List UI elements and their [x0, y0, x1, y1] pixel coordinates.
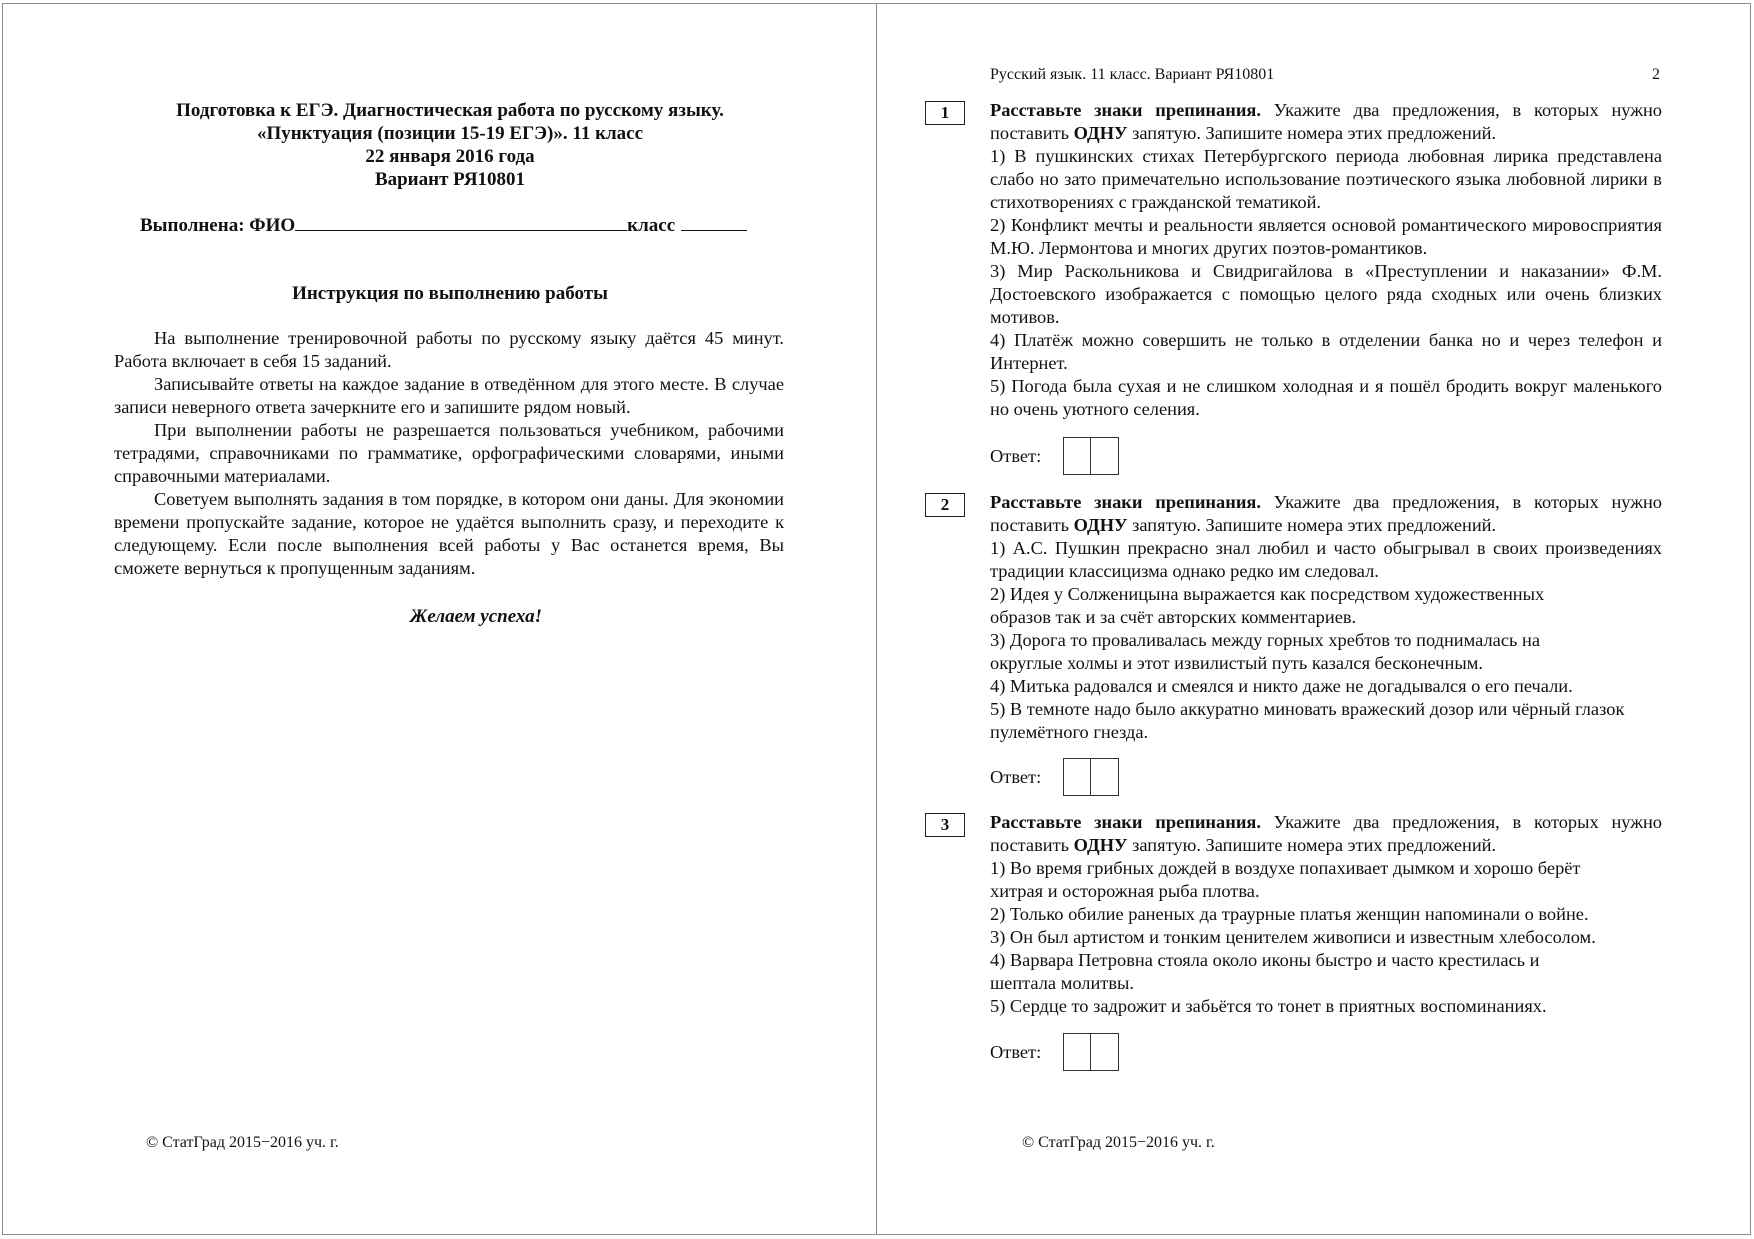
answer-label: Ответ:	[990, 766, 1042, 787]
class-blank-field[interactable]	[681, 212, 747, 231]
sentence: 1) А.С. Пушкин прекрасно знал любил и часто обыгрывал в своих произведениях традиции классицизма однако редко им следовал.	[990, 538, 1662, 581]
instruction-paragraph: При выполнении работы не разрешается пользоваться учебником, рабочими тетрадями, справочниками по грамматике, орфографическими словарями, иными справочными материалами.	[114, 420, 784, 486]
answer-label: Ответ:	[990, 445, 1042, 466]
prompt-emphasis: ОДНУ	[1073, 123, 1128, 143]
prompt-bold: Расставьте знаки препинания.	[990, 100, 1261, 120]
answer-label: Ответ:	[990, 1041, 1042, 1062]
answer-row	[990, 1033, 1119, 1071]
title-line: 22 января 2016 года	[365, 146, 535, 167]
instruction-paragraph: Записывайте ответы на каждое задание в отведённом для этого месте. В случае записи неверного ответа зачеркните его и запишите рядом новый.	[114, 374, 784, 417]
prompt-text: запятую. Запишите номера этих предложений.	[1132, 835, 1497, 855]
prompt-text: запятую. Запишите номера этих предложений.	[1132, 515, 1497, 535]
sentence: 3) Он был артистом и тонким ценителем живописи и известным хлебосолом.	[990, 927, 1596, 947]
task-2	[990, 491, 1662, 744]
sentence: 2) Только обилие раненых да траурные платья женщин напоминали о войне.	[990, 904, 1589, 924]
running-header	[990, 66, 1660, 84]
task-number-box: 2	[925, 493, 965, 517]
sentence: 4) Варвара Петровна стояла около иконы быстро и часто крестилась и шептала молитвы.	[990, 950, 1540, 993]
answer-cell[interactable]	[1063, 758, 1091, 796]
answer-cell[interactable]	[1063, 437, 1091, 475]
footer-copyright-left: © СтатГрад 2015−2016 уч. г.	[146, 1134, 339, 1151]
fio-blank-field[interactable]	[295, 212, 627, 231]
sentence: 3) Дорога то проваливалась между горных хребтов то поднималась на округлые холмы и этот извилистый путь казался бесконечным.	[990, 630, 1540, 673]
prompt-text: запятую. Запишите номера этих предложений.	[1132, 123, 1497, 143]
sentence: 5) В темноте надо было аккуратно миновать вражеский дозор или чёрный глазок пулемётного гнезда.	[990, 699, 1625, 742]
prompt-text: Укажите два предложения, в которых нужно поставить	[990, 492, 1662, 535]
instruction-paragraph: На выполнение тренировочной работы по русскому языку даётся 45 минут. Работа включает в себя 15 заданий.	[114, 328, 784, 371]
sentence: 4) Платёж можно совершить не только в отделении банка но и через телефон и Интернет.	[990, 330, 1662, 373]
fio-label: Выполнена: ФИО	[140, 215, 296, 236]
answer-cell[interactable]	[1063, 1033, 1091, 1071]
good-luck-wish: Желаем успеха!	[409, 606, 543, 627]
title-line: «Пунктуация (позиции 15-19 ЕГЭ)». 11 класс	[256, 123, 644, 144]
answer-cell[interactable]	[1091, 1033, 1119, 1071]
sentence: 1) Во время грибных дождей в воздухе попахивает дымком и хорошо берёт хитрая и осторожная рыба плотва.	[990, 858, 1581, 901]
answer-cells	[1063, 758, 1119, 796]
prompt-text: Укажите два предложения, в которых нужно поставить	[990, 812, 1662, 855]
prompt-emphasis: ОДНУ	[1073, 835, 1128, 855]
page-number: 2	[1652, 66, 1660, 83]
sentence: 2) Идея у Солженицына выражается как посредством художественных образов так и за счёт авторских комментариев.	[990, 584, 1545, 627]
answer-row	[990, 758, 1119, 796]
prompt-text: Укажите два предложения, в которых нужно поставить	[990, 100, 1662, 143]
task-prompt	[990, 99, 1662, 145]
task-1	[990, 99, 1662, 421]
task-number-box: 1	[925, 101, 965, 125]
sentence: 5) Сердце то задрожит и забьётся то тонет в приятных воспоминаниях.	[990, 996, 1547, 1016]
class-label: класс	[627, 215, 676, 236]
title-line: Вариант РЯ10801	[374, 169, 526, 190]
answer-row	[990, 437, 1119, 475]
instruction-body	[114, 327, 784, 580]
task-prompt	[990, 811, 1662, 857]
document-title	[112, 99, 788, 191]
sentence: 5) Погода была сухая и не слишком холодная и я пошёл бродить вокруг маленького но очень уютного селения.	[990, 376, 1662, 419]
running-header-title: Русский язык. 11 класс. Вариант РЯ10801	[990, 66, 1275, 83]
task-3	[990, 811, 1662, 1018]
answer-cell[interactable]	[1091, 437, 1119, 475]
answer-cells	[1063, 437, 1119, 475]
student-info-line	[140, 212, 780, 237]
sentence: 4) Митька радовался и смеялся и никто даже не догадывался о его печали.	[990, 676, 1573, 696]
instruction-heading: Инструкция по выполнению работы	[292, 283, 608, 304]
title-line: Подготовка к ЕГЭ. Диагностическая работа по русскому языку.	[176, 100, 724, 121]
answer-cell[interactable]	[1091, 758, 1119, 796]
prompt-bold: Расставьте знаки препинания.	[990, 812, 1261, 832]
page-divider	[876, 3, 877, 1235]
task-number-box: 3	[925, 813, 965, 837]
answer-cells	[1063, 1033, 1119, 1071]
sentence: 3) Мир Раскольникова и Свидригайлова в «Преступлении и наказании» Ф.М. Достоевского изображается с помощью целого ряда сходных или очень близких мотивов.	[990, 261, 1662, 327]
sentence: 2) Конфликт мечты и реальности является основой романтического мировосприятия М.Ю. Лермонтова и многих других поэтов-романтиков.	[990, 215, 1662, 258]
instruction-paragraph: Советуем выполнять задания в том порядке, в котором они даны. Для экономии времени пропускайте задание, которое не удаётся выполнить сразу, и переходите к следующему. Если после выполнения всей работы у Вас останется время, Вы сможете вернуться к пропущенным заданиям.	[114, 489, 784, 578]
prompt-emphasis: ОДНУ	[1073, 515, 1128, 535]
sentence: 1) В пушкинских стихах Петербургского периода любовная лирика представлена слабо но зато примечательно использование поэтического языка любовной лирики в стихотворениях с гражданской тематикой.	[990, 146, 1662, 212]
footer-copyright-right: © СтатГрад 2015−2016 уч. г.	[1022, 1134, 1215, 1151]
prompt-bold: Расставьте знаки препинания.	[990, 492, 1261, 512]
task-prompt	[990, 491, 1662, 537]
